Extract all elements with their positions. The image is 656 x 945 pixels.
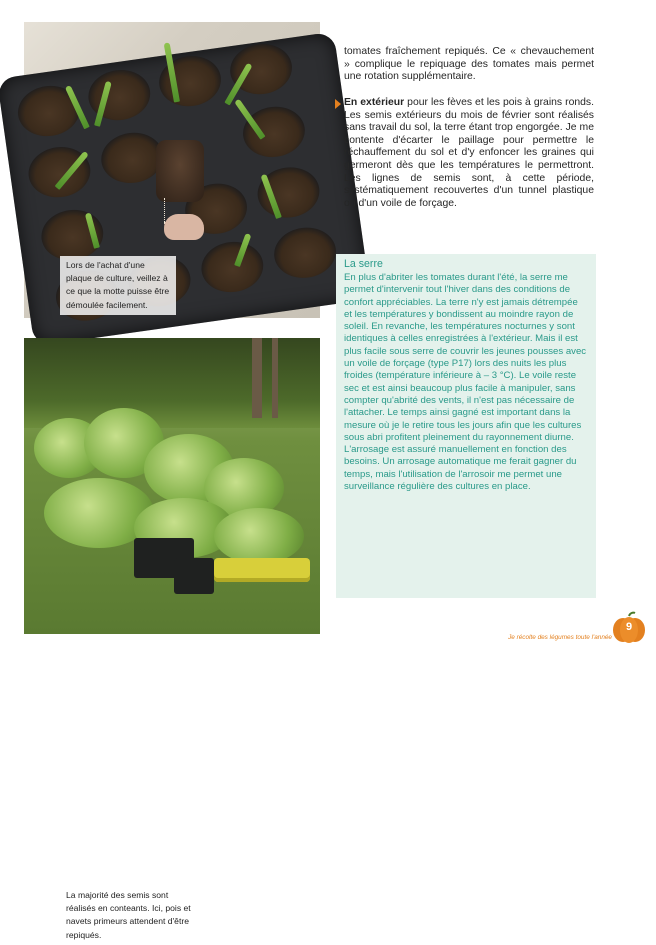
- running-footer: Je récolte des légumes toute l'année: [508, 634, 612, 641]
- seed-tray-photo: [24, 22, 320, 318]
- serre-title: La serre: [344, 258, 383, 270]
- pumpkin-page-badge: [612, 612, 646, 644]
- seedlings-photo: [24, 338, 320, 940]
- serre-text: En plus d'abriter les tomates durant l'été, la serre me permet d'intervenir tout l'hiver dans des conditions de confort appréciables. La terre n'y est jamais détrempée et les températures y bondissent au moindre rayon de soleil. En revanche, les températures nocturnes y sont identiques à celles enregistrées à l'extérieur. Mais il est plus facile sous serre de couvrir les jeunes pousses avec un voile de forçage (type P17) lors des nuits les plus froides (température inférieure à – 3 °C). Le voile reste sec et est ainsi beaucoup plus facile à manipuler, sans compter qu'abrité des vents, il n'est pas nécessaire de l'attacher. Le temps ainsi gagné est important dans la mesure où je le retire tous les jours afin que les cultures sous abri profitent pleinement du rayonnement diurne. L'arrosage est assuré manuellement en fonction des besoins. Un arrosage automatique me ferait gagner du temps, mais l'utilisation de l'arrosoir me permet une surveillance régulière des cultures en place.: [344, 272, 587, 493]
- soil-plug: [156, 140, 204, 202]
- yellow-tray: [214, 558, 310, 582]
- serre-sidebar: [336, 254, 596, 598]
- photo-caption-seedlings: La majorité des semis sont réalisés en conteants. Ici, pois et navets primeurs attendent d'être repiqués.: [60, 886, 200, 945]
- paragraph-marker-icon: [335, 99, 341, 109]
- photo-caption-tray: Lors de l'achat d'une plaque de culture, veillez à ce que la motte puisse être démoulée facilement.: [60, 256, 176, 315]
- intro-paragraph: tomates fraîchement repiqués. Ce « chevauchement » complique le repiquage des tomates mais permet une rotation supplémentaire.: [344, 46, 594, 83]
- page-number: 9: [625, 621, 633, 633]
- exterieur-lead: En extérieur: [344, 97, 405, 108]
- exterieur-paragraph: [344, 97, 594, 210]
- exterieur-body: pour les fèves et les pois à grains ronds. Les semis extérieurs du mois de février sont réalisés sans travail du sol, la terre étant trop engorgée. Je me contente d'écarter le paillage pour permettre le réchauffement du sol et d'y enfoncer les graines qui germeront dès que les températures le permettront. Les lignes de semis sont, à cette période, systématiquement recouvertes d'un tunnel plastique ou d'un voile de forçage.: [344, 97, 594, 209]
